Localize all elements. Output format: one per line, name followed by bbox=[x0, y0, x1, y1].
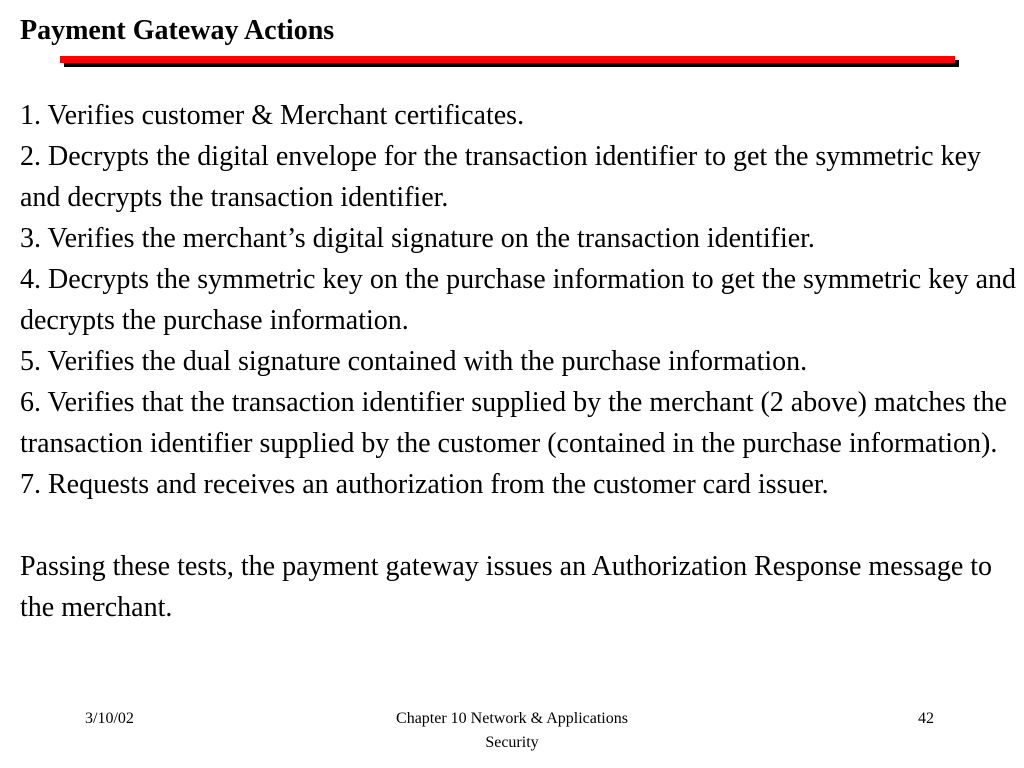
list-item: 6. Verifies that the transaction identifier supplied by the merchant (2 above) matches the transaction identifier supplied by the customer (contained in the purchase information). bbox=[20, 387, 1007, 459]
list-item: 2. Decrypts the digital envelope for the transaction identifier to get the symmetric key and decrypts the transaction identifier. bbox=[20, 141, 982, 213]
list-item: 5. Verifies the dual signature contained with the purchase information. bbox=[20, 346, 808, 377]
page-number: 42 bbox=[918, 710, 934, 727]
footer-chapter-line1: Chapter 10 Network & Applications bbox=[396, 710, 628, 727]
conclusion-text: Passing these tests, the payment gateway issues an Authorization Response message to the merchant. bbox=[20, 551, 993, 623]
list-item: 3. Verifies the merchant’s digital signature on the transaction identifier. bbox=[20, 223, 815, 254]
list-item: 7. Requests and receives an authorization from the customer card issuer. bbox=[20, 469, 829, 500]
title-underline bbox=[60, 56, 955, 63]
footer-chapter-line2: Security bbox=[485, 734, 539, 751]
paragraph-spacer bbox=[20, 505, 1020, 546]
footer-chapter bbox=[362, 707, 662, 755]
list-item: 1. Verifies customer & Merchant certificates. bbox=[20, 100, 525, 131]
slide-body bbox=[20, 95, 1020, 628]
footer-date: 3/10/02 bbox=[85, 710, 134, 727]
slide-title: Payment Gateway Actions bbox=[20, 15, 335, 46]
list-item: 4. Decrypts the symmetric key on the purchase information to get the symmetric key and decrypts the purchase information. bbox=[20, 264, 1017, 336]
